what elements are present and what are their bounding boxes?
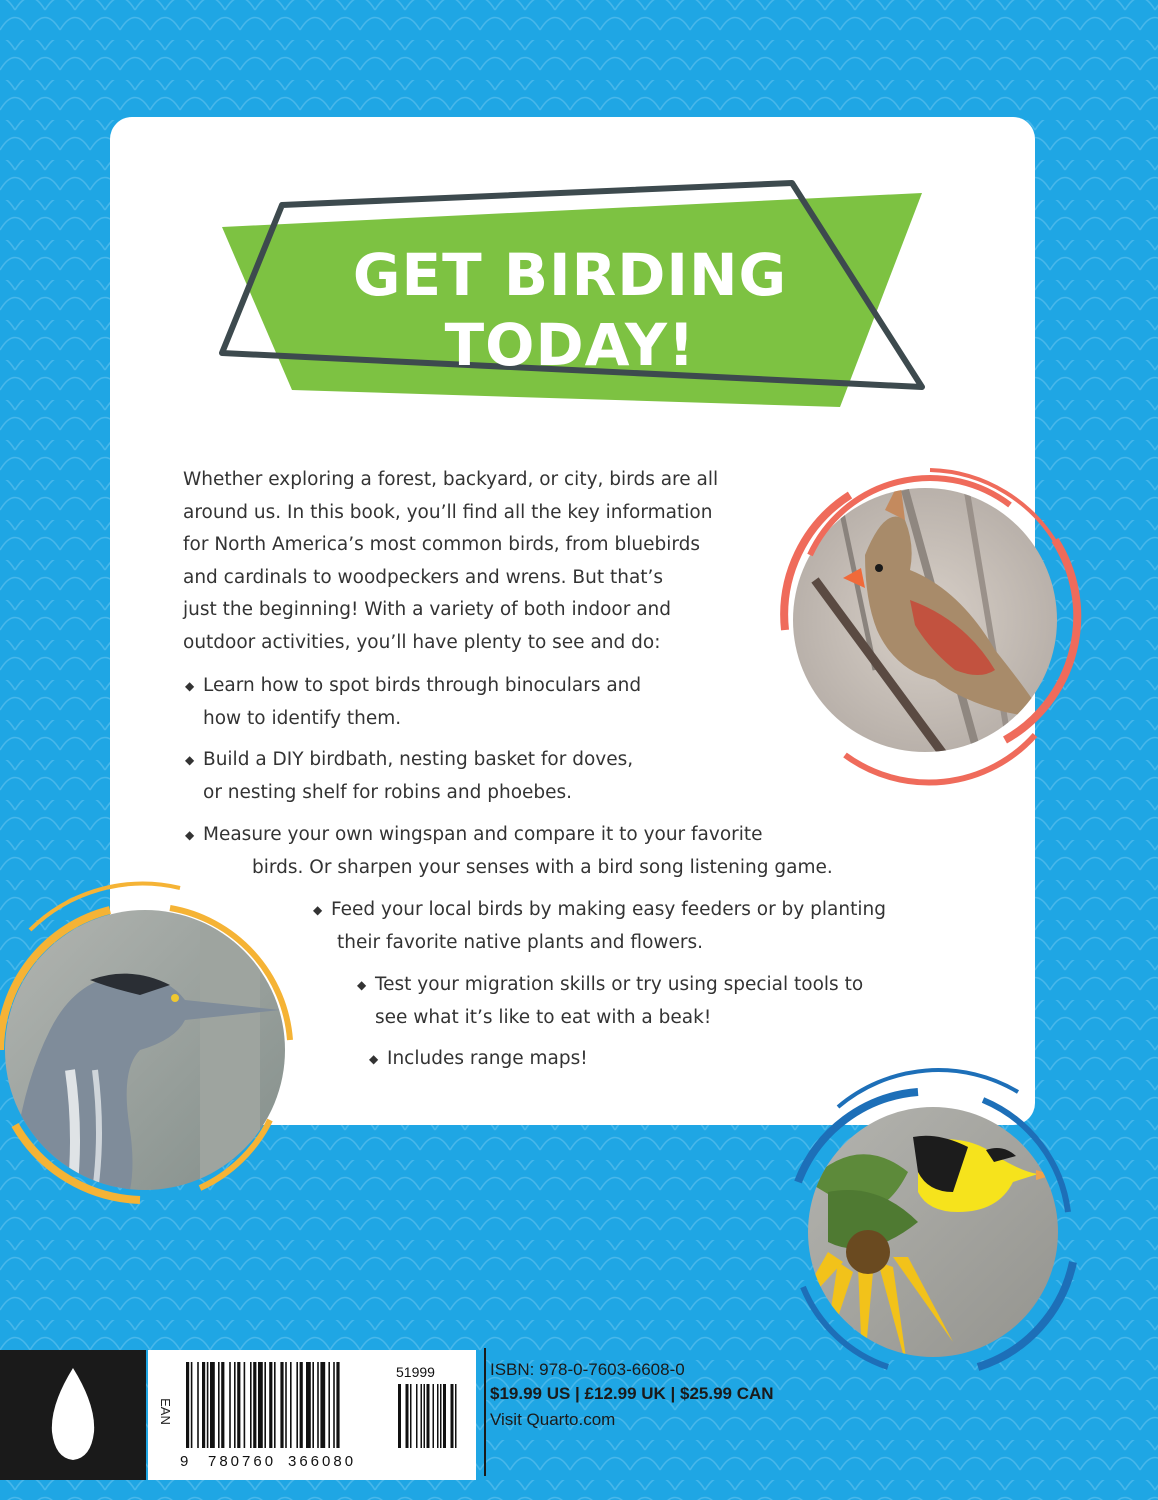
leaf-logo-icon — [0, 1350, 146, 1480]
barcode-bar — [264, 1362, 266, 1448]
divider-line — [484, 1348, 486, 1476]
headline — [300, 240, 840, 380]
barcode-bar — [280, 1362, 283, 1448]
intro-paragraph — [183, 464, 763, 660]
barcode-bar — [296, 1362, 298, 1448]
intro-line: around us. In this book, you’ll find all the key information — [183, 501, 713, 523]
barcode-bar — [285, 1362, 287, 1448]
ean-label: EAN — [157, 1398, 173, 1425]
diamond-bullet-icon: ◆ — [313, 903, 323, 917]
barcode-bar — [191, 1362, 193, 1448]
barcode-bar — [237, 1362, 240, 1448]
headline-line-2: TODAY! — [444, 311, 696, 379]
barcode-addon-bar — [440, 1384, 442, 1448]
barcode-addon-bar — [406, 1384, 409, 1448]
barcode-addon-code: 51999 — [396, 1364, 435, 1380]
barcode-bar — [202, 1362, 205, 1448]
barcode-digits-right: 366080 — [288, 1453, 357, 1470]
bullet-item-birdbath: ◆ Build a DIY birdbath, nesting basket for doves, or nesting shelf for robins and phoebes. — [185, 744, 745, 809]
intro-line: Whether exploring a forest, backyard, or city, birds are all — [183, 469, 719, 490]
barcode-bar — [218, 1362, 220, 1448]
barcode-digits-left: 780760 — [208, 1453, 277, 1470]
barcode-addon-bar — [416, 1384, 418, 1448]
barcode-bar — [290, 1362, 292, 1448]
bullet-item-binoculars: ◆ Learn how to spot birds through binoculars and how to identify them. — [185, 670, 745, 735]
barcode-bar — [253, 1362, 256, 1448]
barcode-bar — [210, 1362, 215, 1448]
bullet-item-range-maps: ◆ Includes range maps! — [369, 1043, 769, 1076]
barcode-bar — [250, 1362, 252, 1448]
intro-line: and cardinals to woodpeckers and wrens. But that’s — [183, 566, 664, 588]
barcode-bar — [244, 1362, 246, 1448]
barcode-digit-first: 9 — [180, 1453, 189, 1470]
barcode-bar — [320, 1362, 325, 1448]
barcode-bar — [207, 1362, 209, 1448]
barcode-bar — [300, 1362, 303, 1448]
barcode-bar — [306, 1362, 311, 1448]
heron-photo — [0, 870, 323, 1230]
barcode-addon-bar — [437, 1384, 439, 1448]
barcode-bar — [333, 1362, 335, 1448]
publisher-logo — [0, 1350, 146, 1480]
barcode-bar — [234, 1362, 236, 1448]
barcode-bar — [336, 1362, 339, 1448]
barcode-bar — [258, 1362, 263, 1448]
barcode-addon-bar — [433, 1384, 435, 1448]
barcode-addon-bar — [398, 1384, 401, 1448]
barcode-bar — [197, 1362, 199, 1448]
intro-line: outdoor activities, you’ll have plenty to see and do: — [183, 631, 661, 653]
diamond-bullet-icon: ◆ — [185, 679, 195, 693]
barcode-bar — [328, 1362, 330, 1448]
headline-line-1: GET BIRDING — [352, 241, 788, 309]
intro-line: for North America’s most common birds, from bluebirds — [183, 534, 700, 556]
barcode-addon-bar — [443, 1384, 446, 1448]
barcode-bar — [269, 1362, 272, 1448]
isbn-text: ISBN: 978-0-7603-6608-0 — [490, 1360, 685, 1379]
bullet-item-migration: ◆ Test your migration skills or try using special tools to see what it’s like to eat with a beak! — [357, 969, 937, 1034]
website-link[interactable]: Visit Quarto.com — [490, 1410, 616, 1429]
intro-line: just the beginning! With a variety of both indoor and — [183, 599, 672, 621]
barcode-bar — [317, 1362, 319, 1448]
barcode-addon-bar — [421, 1384, 423, 1448]
barcode-panel — [148, 1350, 476, 1480]
barcode-addon-bar — [410, 1384, 412, 1448]
goldfinch-photo — [768, 1062, 1098, 1392]
barcode-bar — [221, 1362, 224, 1448]
barcode-bar — [274, 1362, 276, 1448]
barcode-bar — [229, 1362, 231, 1448]
bullet-item-wingspan: ◆ Measure your own wingspan and compare it to your favorite birds. Or sharpen your senses with a bird song listening game. — [185, 819, 905, 884]
barcode-addon-bar — [451, 1384, 454, 1448]
barcode-addon-bar — [455, 1384, 457, 1448]
diamond-bullet-icon: ◆ — [185, 753, 195, 767]
barcode-bar — [312, 1362, 314, 1448]
diamond-bullet-icon: ◆ — [185, 828, 195, 842]
barcode-addon-bar — [427, 1384, 430, 1448]
diamond-bullet-icon: ◆ — [369, 1052, 379, 1066]
barcode-addon-bar — [424, 1384, 426, 1448]
barcode-bar — [186, 1362, 189, 1448]
bullet-item-feeders: ◆ Feed your local birds by making easy feeders or by planting their favorite native plants and flowers. — [313, 894, 953, 959]
diamond-bullet-icon: ◆ — [357, 978, 367, 992]
cardinal-photo — [755, 450, 1095, 790]
price-text: $19.99 US | £12.99 UK | $25.99 CAN — [490, 1384, 774, 1403]
